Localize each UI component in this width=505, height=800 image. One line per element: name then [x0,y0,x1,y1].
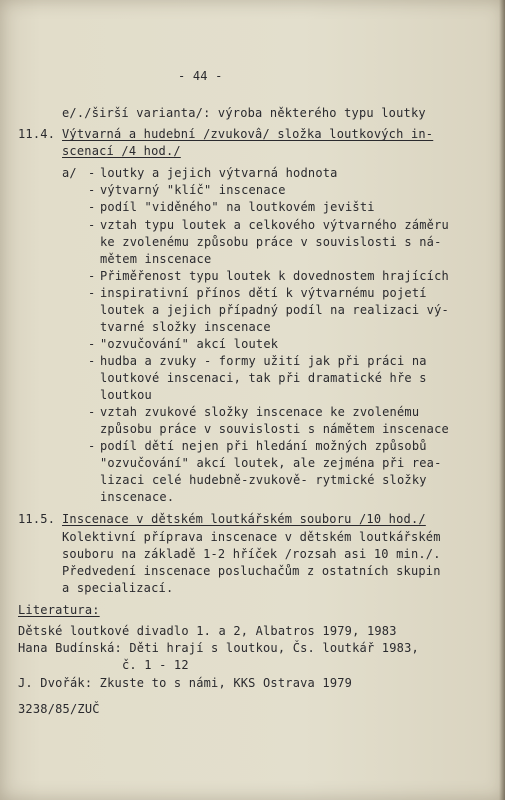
list-item: Přiměřenost typu loutek k dovednostem hrajících [100,269,449,283]
list-bullet: - [88,439,96,453]
list-item-continuation: tvarné složky inscenace [100,320,271,334]
section-11-5-title: Inscenace v dětském loutkářském souboru /10 hod./ [62,512,426,526]
page-number: - 44 - [178,69,223,83]
list-bullet: - [88,166,96,180]
item-prefix: a/ [62,166,77,180]
list-item-continuation: inscenace. [100,490,175,504]
list-item: loutky a jejich výtvarná hodnota [100,166,338,180]
literature-entry: Dětské loutkové divadlo 1. a 2, Albatros 1979, 1983 [18,624,397,638]
list-item: hudba a zvuky - formy užití jak při práci na [100,354,427,368]
literature-entry: č. 1 - 12 [18,658,189,672]
list-item-continuation: loutkové inscenaci, tak při dramatické hře s [100,371,427,385]
list-item-continuation: loutkou [100,388,152,402]
list-item: podíl "viděného" na loutkovém jevišti [100,200,375,214]
section-11-5-body-line: a specializací. [62,581,174,595]
section-11-4-title-line1: Výtvarná a hudební /zvukovâ/ složka loutkových in- [62,127,434,141]
footer-code: 3238/85/ZUČ [18,702,100,716]
list-item: vztah zvukové složky inscenace ke zvolenému [100,405,420,419]
intro-line: e/./širší varianta/: výroba některého typu loutky [62,106,426,120]
list-bullet: - [88,405,96,419]
list-item: výtvarný "klíč" inscenace [100,183,286,197]
section-11-4-title-line2: scenací /4 hod./ [62,144,181,158]
list-item: "ozvučování" akcí loutek [100,337,279,351]
list-item-continuation: lizaci celé hudebně-zvukově- rytmické složky [100,473,427,487]
list-bullet: - [88,200,96,214]
list-item-continuation: loutek a jejich případný podíl na realizaci vý- [100,303,449,317]
list-bullet: - [88,218,96,232]
section-11-4-number: 11.4. [18,127,56,141]
list-item: vztah typu loutek a celkového výtvarného záměru [100,218,449,232]
list-item-continuation: ke zvolenému způsobu práce v souvislosti s ná- [100,235,442,249]
list-item-continuation: "ozvučování" akcí loutek, ale zejména při rea- [100,456,442,470]
section-11-5-body-line: Kolektivní příprava inscenace v dětském loutkářském [62,530,441,544]
literature-heading: Literatura: [18,603,100,617]
list-item: podíl dětí nejen při hledání možných způsobů [100,439,427,453]
list-bullet: - [88,286,96,300]
list-bullet: - [88,354,96,368]
section-11-5-body-line: souboru na základě 1-2 hříček /rozsah asi 10 min./. [62,547,441,561]
literature-entry: Hana Budínská: Děti hrají s loutkou, Čs. loutkář 1983, [18,641,419,655]
list-bullet: - [88,269,96,283]
list-item: inspirativní přínos dětí k výtvarnému pojetí [100,286,427,300]
list-item-continuation: mětem inscenace [100,252,212,266]
list-item-continuation: způsobu práce v souvislosti s námětem inscenace [100,422,449,436]
section-11-5-number: 11.5. [18,512,56,526]
literature-entry: J. Dvořák: Zkuste to s námi, KKS Ostrava 1979 [18,676,353,690]
list-bullet: - [88,337,96,351]
section-11-5-body-line: Předvedení inscenace posluchačům z ostatních skupin [62,564,441,578]
list-bullet: - [88,183,96,197]
